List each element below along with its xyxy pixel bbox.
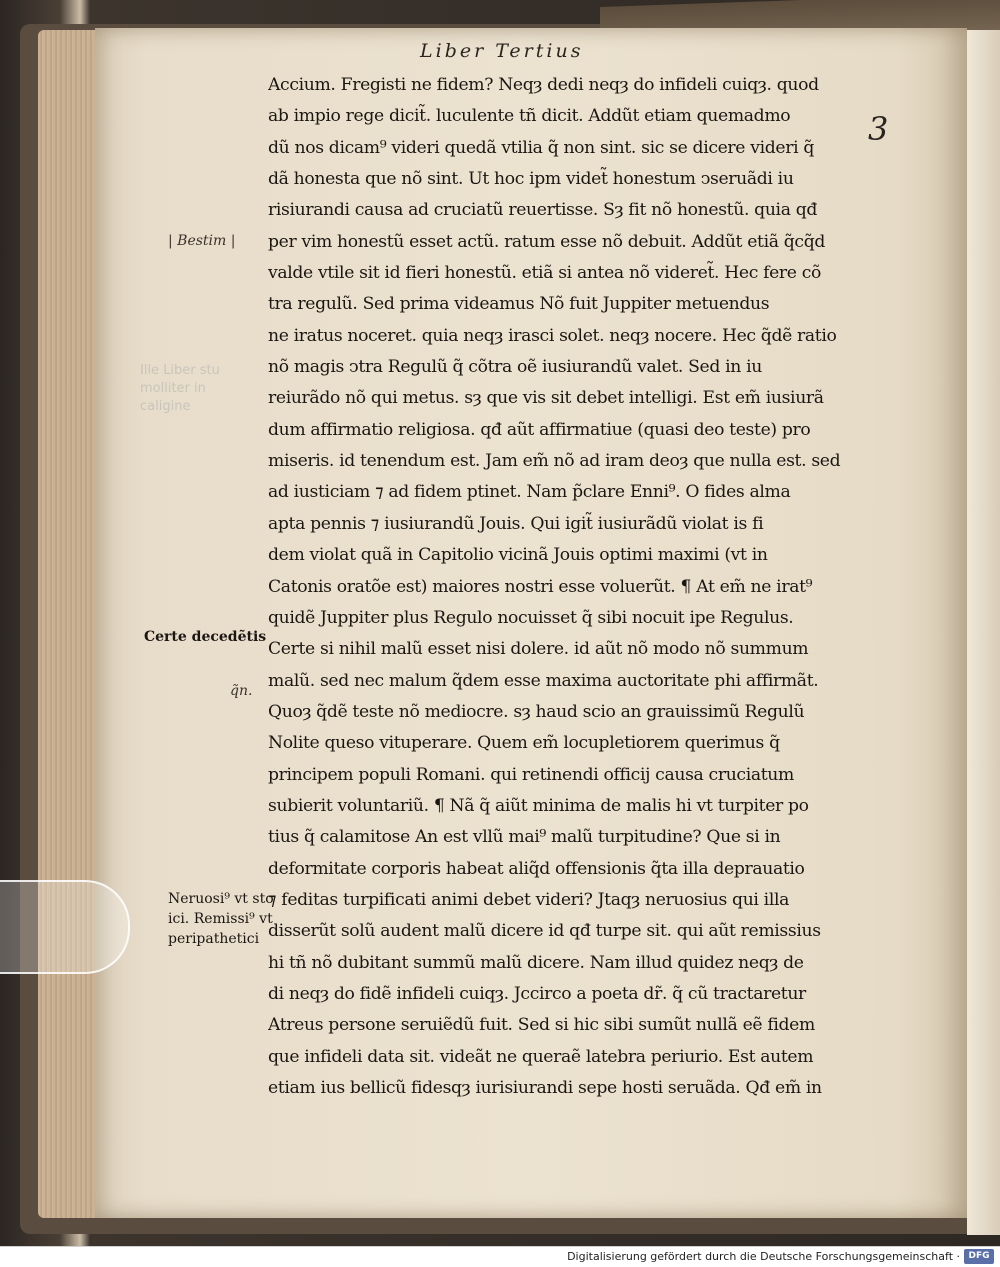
text-line: dũ nos dicam⁹ videri quedã vtilia q̃ non sint. sic se dicere videri q̃ — [268, 137, 814, 158]
text-line: principem populi Romani. qui retinendi officij causa cruciatum — [268, 764, 794, 785]
folio-number: 3 — [868, 110, 889, 148]
text-line: ne iratus noceret. quia neqȝ irasci solet. neqȝ nocere. Hec q̃dẽ ratio — [268, 325, 837, 346]
body-text — [268, 70, 868, 1104]
text-line: per vim honestũ esset actũ. ratum esse nõ debuit. Addũt etiã q̃cq̃d — [268, 231, 826, 252]
text-line: Quoȝ q̃dẽ teste nõ mediocre. sȝ haud scio an grauissimũ Regulũ — [268, 701, 805, 722]
text-line: etiam ius bellicũ fidesqȝ iurisiurandi sepe hosti seruãda. Qđ em̃ in — [268, 1078, 822, 1098]
text-line: dem violat quã in Capitolio vicinã Jouis optimi maximi (vt in — [268, 545, 768, 566]
margin-note-printed: peripathetici — [168, 931, 260, 947]
text-line: ab impio rege dicit̃. luculente tñ dicit. Addũt etiam quemadmo — [268, 106, 791, 127]
text-line: reiurãdo nõ qui metus. sȝ que vis sit debet intelligi. Est em̃ iusiurã — [268, 388, 824, 409]
page-clip — [0, 880, 130, 974]
footer-bar — [0, 1246, 1000, 1267]
text-line: Certe si nihil malũ esset nisi dolere. id aũt nõ modo nõ summum — [268, 639, 809, 660]
text-line: hi tñ nõ dubitant summũ malũ dicere. Nam illud quidez neqȝ de — [268, 952, 804, 973]
dfg-logo: DFG — [964, 1249, 994, 1264]
text-line: Catonis oratõe est) maiores nostri esse voluerũt. ¶ At em̃ ne irat⁹ — [268, 576, 813, 597]
margin-note-handwritten: q̃n. — [230, 683, 253, 699]
text-line: dã honesta que nõ sint. Ut hoc ipm videt̃ honestum ↄseruãdi iu — [268, 169, 794, 190]
text-line: ad iusticiam ⁊ ad fidem ptinet. Nam p̃clare Enni⁹. O fides alma — [268, 482, 791, 503]
text-line: que infideli data sit. videãt ne queraẽ latebra periurio. Est autem — [268, 1046, 814, 1067]
text-line: di neqȝ do fidẽ infideli cuiqȝ. Jccirco a poeta dr̃. q̃ cũ tractaretur — [268, 983, 806, 1004]
margin-note-printed: Neruosi⁹ vt sto — [168, 891, 274, 907]
offset-ghost-text: Ille Liber stu molliter in caligine — [140, 363, 220, 414]
text-line: dum affirmatio religiosa. qđ aũt affirmatiue (quasi deo teste) pro — [268, 419, 811, 440]
text-line: apta pennis ⁊ iusiurandũ Jouis. Qui igit̃ iusiurãdũ violat is fi — [268, 513, 764, 534]
text-line: deformitate corporis habeat aliq̃d offensionis q̃ta illa deprauatio — [268, 858, 805, 879]
text-line: tius q̃ calamitose An est vllũ mai⁹ malũ turpitudine? Que si in — [268, 827, 781, 848]
text-line: Accium. Fregisti ne fidem? Neqȝ dedi neqȝ do infideli cuiqȝ. quod — [268, 75, 819, 95]
text-line: nõ magis ↄtra Regulũ q̃ cõtra oẽ iusiurandũ valet. Sed in iu — [268, 357, 762, 378]
text-line: subierit voluntariũ. ¶ Nã q̃ aiũt minima de malis hi vt turpiter po — [268, 795, 809, 816]
text-line: quidẽ Juppiter plus Regulo nocuisset q̃ sibi nocuit ipe Regulus. — [268, 607, 794, 628]
margin-note-printed: ici. Remissi⁹ vt — [168, 911, 273, 927]
text-line: valde vtile sit id fieri honestũ. etiã si antea nõ videret̃. Hec fere cõ — [268, 263, 821, 284]
text-line: tra regulũ. Sed prima videamus Nõ fuit Juppiter metuendus — [268, 294, 770, 315]
funding-credit: Digitalisierung gefördert durch die Deutsche Forschungsgemeinschaft · — [567, 1250, 960, 1263]
text-line: risiurandi causa ad cruciatũ reuertisse. Sȝ fit nõ honestũ. quia qđ — [268, 200, 818, 221]
text-line: malũ. sed nec malum q̃dem esse maxima auctoritate phi affirmãt. — [268, 670, 819, 691]
text-line: ⁊ feditas turpificati animi debet videri? Jtaqȝ neruosius qui illa — [268, 889, 790, 910]
margin-note-printed: Certe decedẽtis — [144, 629, 267, 645]
text-line: Nolite queso vituperare. Quem em̃ locupletiorem querimus q̃ — [268, 733, 780, 754]
facing-page-edge — [967, 30, 1000, 1235]
text-line: disserũt solũ audent malũ dicere id qđ turpe sit. qui aũt remissius — [268, 921, 821, 942]
margin-note-handwritten: | Bestim | — [168, 233, 236, 249]
running-head: Liber Tertius — [420, 40, 584, 62]
text-line: miseris. id tenendum est. Jam em̃ nõ ad iram deoȝ que nulla est. sed — [268, 451, 841, 472]
text-line: Atreus persone seruiẽdũ fuit. Sed si hic sibi sumũt nullã eẽ fidem — [268, 1015, 815, 1036]
